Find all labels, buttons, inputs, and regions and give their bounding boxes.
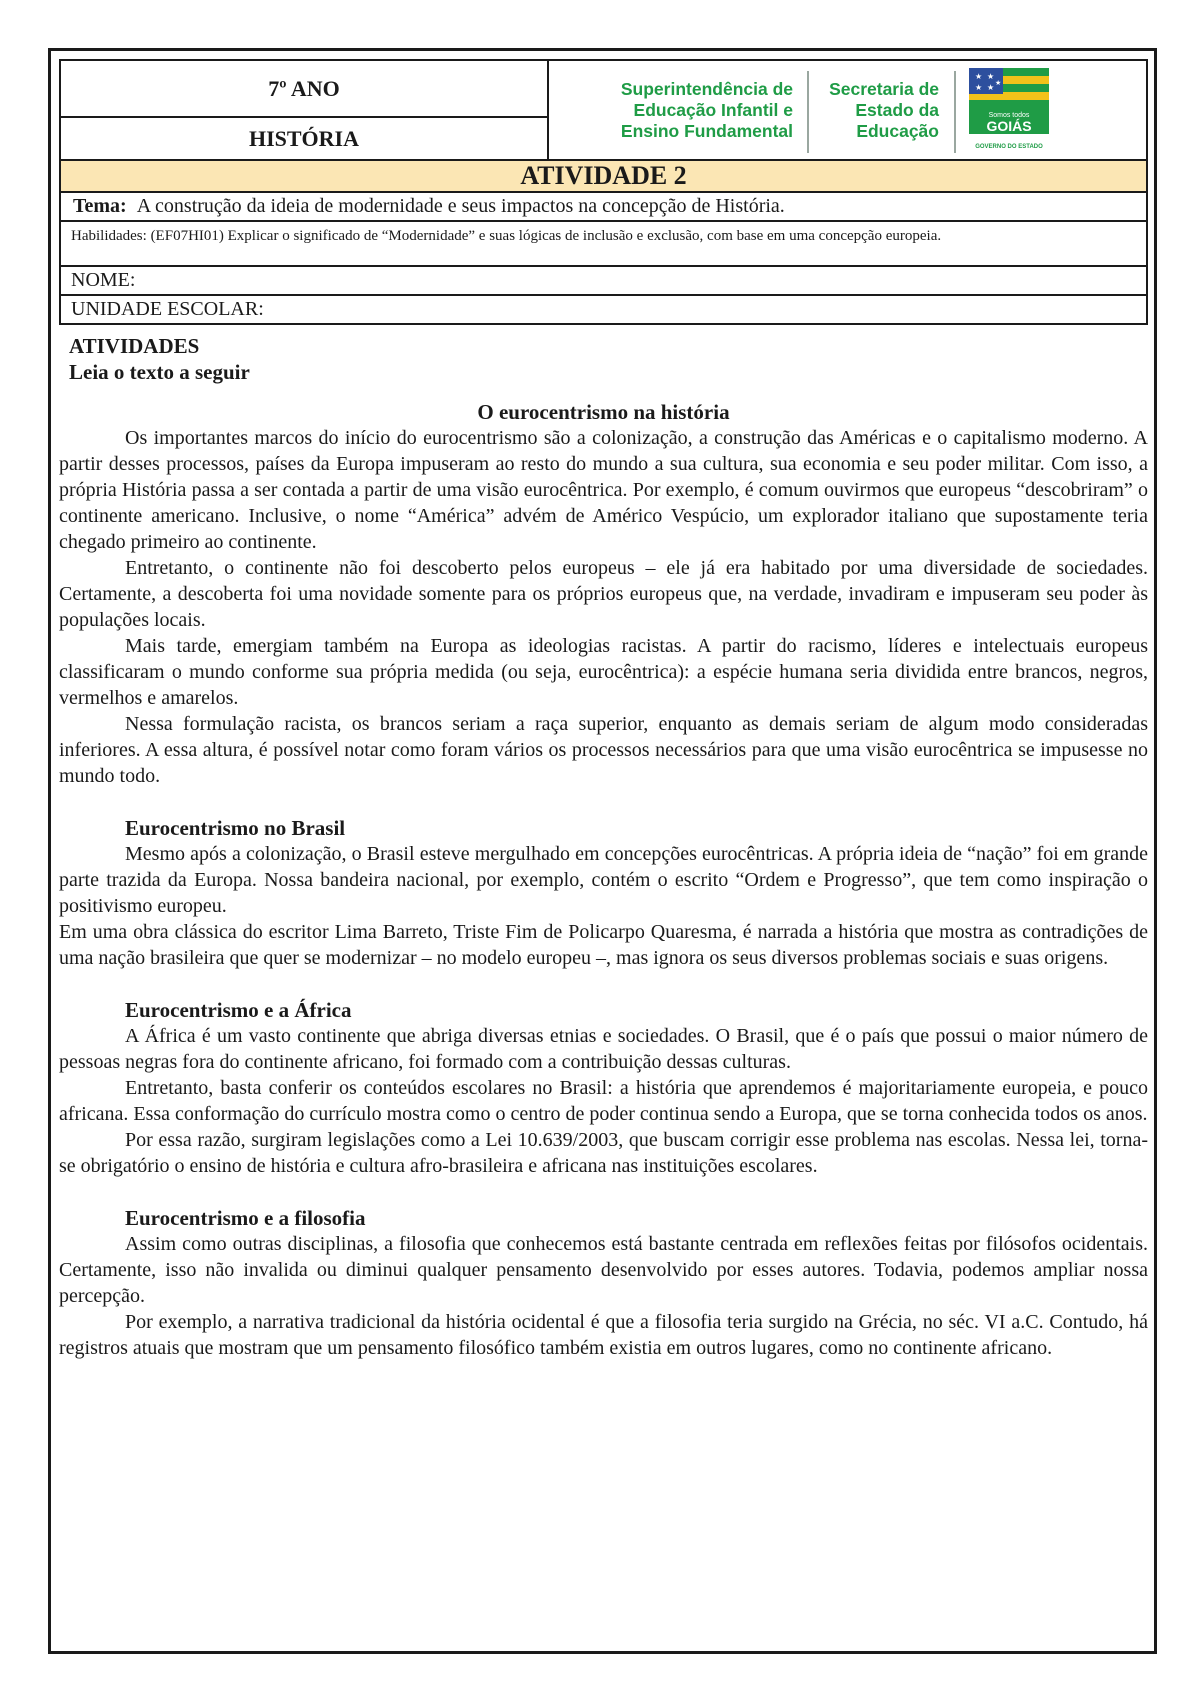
superintendencia-logo [589,79,793,142]
paragraph: Nessa formulação racista, os brancos seriam a raça superior, enquanto as demais seriam de algum modo consideradas inferiores. A essa altura, é possível notar como foram vários os processos necessários para que uma visão eurocêntrica se impusesse no mundo todo. [59,713,1148,787]
document-header [59,59,1148,365]
goias-name: GOIÁS [986,118,1032,134]
section-title: ATIVIDADES [69,334,200,358]
document-body [59,333,1148,1361]
subject-cell: HISTÓRIA [59,116,549,161]
star-icon: ★ [987,83,995,92]
unidade-escolar-field[interactable]: UNIDADE ESCOLAR: [59,294,1148,325]
page-frame [48,48,1157,1654]
superintendencia-line-3: Ensino Fundamental [620,121,793,141]
flag-stripe [969,100,1049,108]
star-icon: ★ [987,72,995,81]
subheading-africa: Eurocentrismo e a África [125,998,352,1022]
secretaria-line-1: Secretaria de [829,79,939,99]
tema-row [59,191,1148,222]
habilidades-row: Habilidades: (EF07HI01) Explicar o significado de “Modernidade” e suas lógicas de inclusão e exclusão, com base em uma concepção europeia. [59,220,1148,267]
paragraph: A África é um vasto continente que abriga diversas etnias e sociedades. O Brasil, que é o país que possui o maior número de pessoas negras fora do continente africano, foi formado com a contribuição dessas culturas. [59,1025,1148,1073]
instruction: Leia o texto a seguir [69,360,250,384]
goias-flag-logo [969,68,1049,154]
article-title: O eurocentrismo na história [477,400,730,424]
star-icon: ★ [975,83,983,92]
paragraph: Por essa razão, surgiram legislações como a Lei 10.639/2003, que buscam corrigir esse problema nas escolas. Nessa lei, torna-se obrigatório o ensino de história e cultura afro-brasileira e africana nas instituições escolares. [59,1129,1148,1177]
paragraph: Entretanto, o continente não foi descoberto pelos europeus – ele já era habitado por uma diversidade de sociedades. Certamente, a descoberta foi uma novidade somente para os próprios europeus que, na verdade, invadiram e impuseram seu poder às populações locais. [59,557,1148,631]
activity-title: ATIVIDADE 2 [59,159,1148,193]
subheading-filosofia: Eurocentrismo e a filosofia [125,1206,366,1230]
logo-divider [807,71,809,153]
tema-label: Tema: [73,195,127,217]
superintendencia-line-2: Educação Infantil e [633,100,793,120]
logo-divider [954,71,956,153]
superintendencia-line-1: Superintendência de [620,79,793,99]
goias-footer: GOVERNO DO ESTADO [975,144,1043,150]
secretaria-line-3: Educação [856,121,939,141]
paragraph: Os importantes marcos do início do eurocentrismo são a colonização, a construção das Américas e o capitalismo moderno. A partir desses processos, países da Europa impuseram ao resto do mundo a sua cultura, sua economia e seu poder militar. Com isso, a própria História passa a ser contada a partir de uma visão eurocêntrica. Por exemplo, é comum ouvirmos que europeus “descobriram” o continente americano. Inclusive, o nome “América” advém de Américo Vespúcio, um explorador italiano que supostamente teria chegado primeiro ao continente. [59,427,1148,553]
paragraph: Mais tarde, emergiam também na Europa as ideologias racistas. A partir do racismo, líderes e intelectuais europeus classificaram o mundo conforme sua própria medida (ou seja, eurocêntrica): a espécie humana seria dividida entre brancos, negros, vermelhos e amarelos. [59,635,1148,709]
paragraph: Em uma obra clássica do escritor Lima Barreto, Triste Fim de Policarpo Quaresma, é narrada a história que mostra as contradições de uma nação brasileira que quer se modernizar – no modelo europeu –, mas ignora os seus diversos problemas sociais e suas origens. [59,921,1148,969]
secretaria-line-2: Estado da [855,100,939,120]
subheading-brasil: Eurocentrismo no Brasil [125,816,346,840]
tema-text: A construção da ideia de modernidade e seus impactos na concepção de História. [136,195,785,217]
logos-cell [547,59,1148,161]
paragraph: Por exemplo, a narrativa tradicional da história ocidental é que a filosofia teria surgido na Grécia, no séc. VI a.C. Contudo, há registros atuais que mostram que um pensamento filosófico também existia em outros lugares, como no continente africano. [59,1311,1148,1359]
paragraph: Entretanto, basta conferir os conteúdos escolares no Brasil: a história que aprendemos é majoritariamente europeia, e pouco africana. Essa conformação do currículo mostra como o centro de poder continua sendo a Europa, que se torna conhecida todos os anos. [59,1077,1148,1125]
paragraph: Mesmo após a colonização, o Brasil esteve mergulhado em concepções eurocêntricas. A própria ideia de “nação” foi em grande parte trazida da Europa. Nossa bandeira nacional, por exemplo, contém o escrito “Ordem e Progresso”, que tem como inspiração o positivismo europeu. [59,843,1148,917]
star-icon: ★ [995,79,1002,87]
paragraph: Assim como outras disciplinas, a filosofia que conhecemos está bastante centrada em reflexões feitas por filósofos ocidentais. Certamente, isso não invalida ou diminui qualquer pensamento desenvolvido por esses autores. Todavia, podemos ampliar nossa percepção. [59,1233,1148,1307]
goias-tagline: Somos todos [988,112,1030,119]
star-icon: ★ [975,72,983,81]
grade-cell: 7º ANO [59,59,549,118]
secretaria-logo [811,79,939,142]
nome-field[interactable]: NOME: [59,265,1148,296]
